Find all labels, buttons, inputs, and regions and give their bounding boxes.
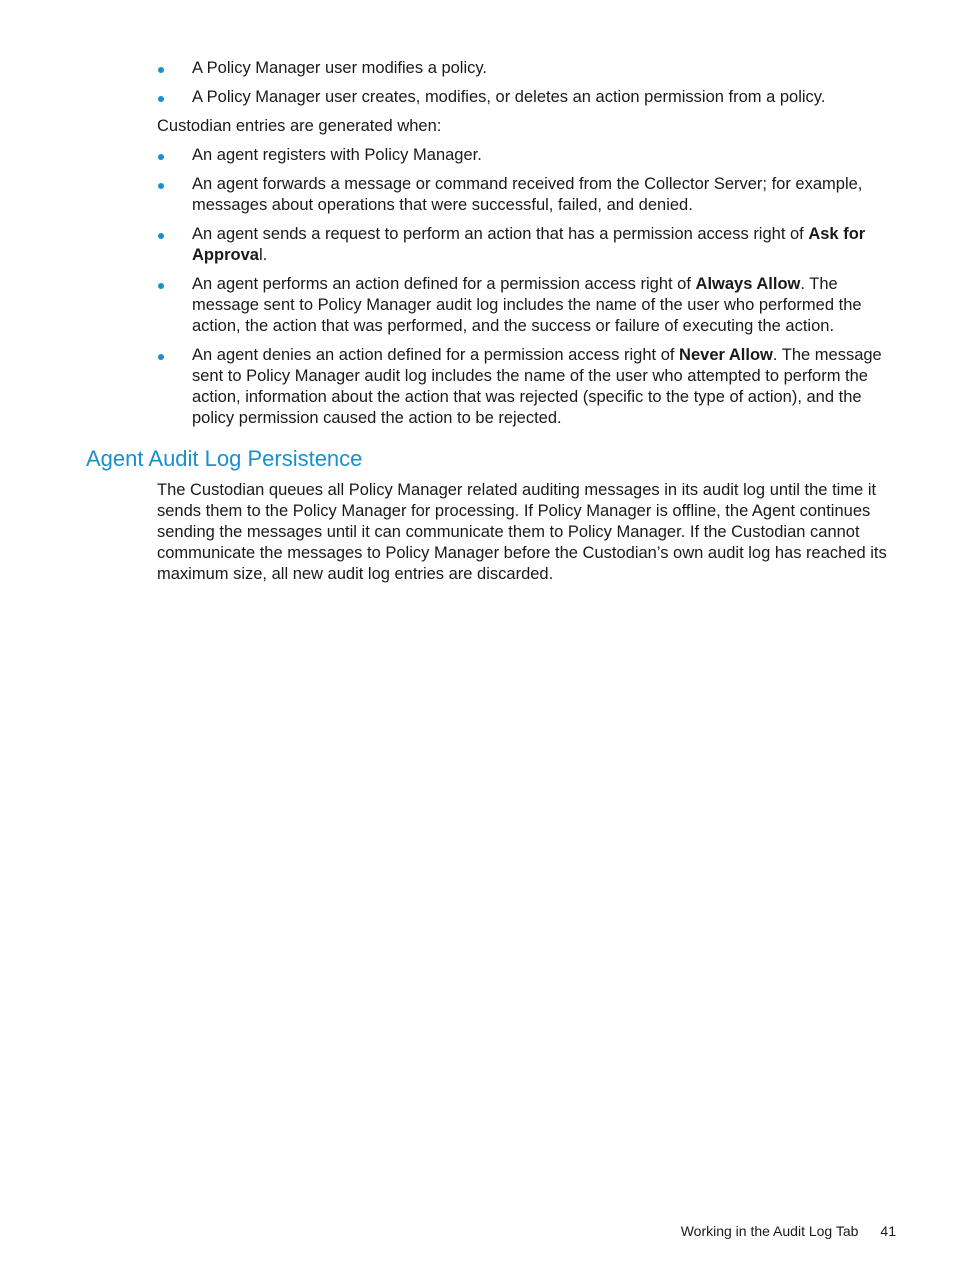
bullet-icon xyxy=(158,154,164,160)
list-item-text-end: . The message sent to Policy Manager audit log includes the name of the user who attempted to perform the action, information about the action that was rejected (specific to the type of action), and the policy permission caused the action to be rejected. xyxy=(192,346,882,427)
bullet-icon xyxy=(158,67,164,73)
list-item xyxy=(157,58,899,79)
list-item-text-end: l. xyxy=(258,246,268,264)
list-item xyxy=(157,274,899,337)
custodian-intro: Custodian entries are generated when: xyxy=(157,117,442,135)
page-footer xyxy=(681,1222,896,1240)
list-item-bold: Never Allow xyxy=(679,346,773,364)
list-item-text: A Policy Manager user modifies a policy. xyxy=(192,59,487,77)
list-item xyxy=(157,87,899,108)
content-top xyxy=(157,58,899,437)
list-item xyxy=(157,224,899,266)
list-item-text: An agent sends a request to perform an action that has a permission access right of xyxy=(192,225,809,243)
list-item-text: An agent forwards a message or command received from the Collector Server; for example, messages about operations that were successful, failed, and denied. xyxy=(192,175,863,214)
list-item xyxy=(157,345,899,429)
list-item-bold: Always Allow xyxy=(695,275,801,293)
bullet-icon xyxy=(158,183,164,189)
list-item-text: A Policy Manager user creates, modifies, or deletes an action permission from a policy. xyxy=(192,88,826,106)
list-item-text: An agent registers with Policy Manager. xyxy=(192,146,482,164)
page-number: 41 xyxy=(880,1223,896,1239)
bullet-icon xyxy=(158,354,164,360)
section-heading: Agent Audit Log Persistence xyxy=(86,446,363,471)
section-body: The Custodian queues all Policy Manager related auditing messages in its audit log until the time it sends them to the Policy Manager for processing. If Policy Manager is offline, the Agent continues sending the messages until it can communicate them to Policy Manager. If the Custodian cannot communicate the messages to Policy Manager before the Custodian’s own audit log has reached its maximum size, all new audit log entries are discarded. xyxy=(157,481,887,583)
custodian-list xyxy=(157,145,899,429)
list-item-text: An agent denies an action defined for a permission access right of xyxy=(192,346,680,364)
footer-title: Working in the Audit Log Tab xyxy=(680,1223,859,1239)
bullet-icon xyxy=(158,96,164,102)
bullet-icon xyxy=(158,233,164,239)
list-item xyxy=(157,145,899,166)
list-item-text-end: . The message sent to Policy Manager audit log includes the name of the user who performed the action, the action that was performed, and the success or failure of executing the action. xyxy=(192,275,862,335)
list-item-text: An agent performs an action defined for a permission access right of xyxy=(192,275,696,293)
list-item-bold: Ask for Approva xyxy=(192,225,866,264)
bullet-icon xyxy=(158,283,164,289)
policy-manager-list xyxy=(157,58,899,108)
list-item xyxy=(157,174,899,216)
